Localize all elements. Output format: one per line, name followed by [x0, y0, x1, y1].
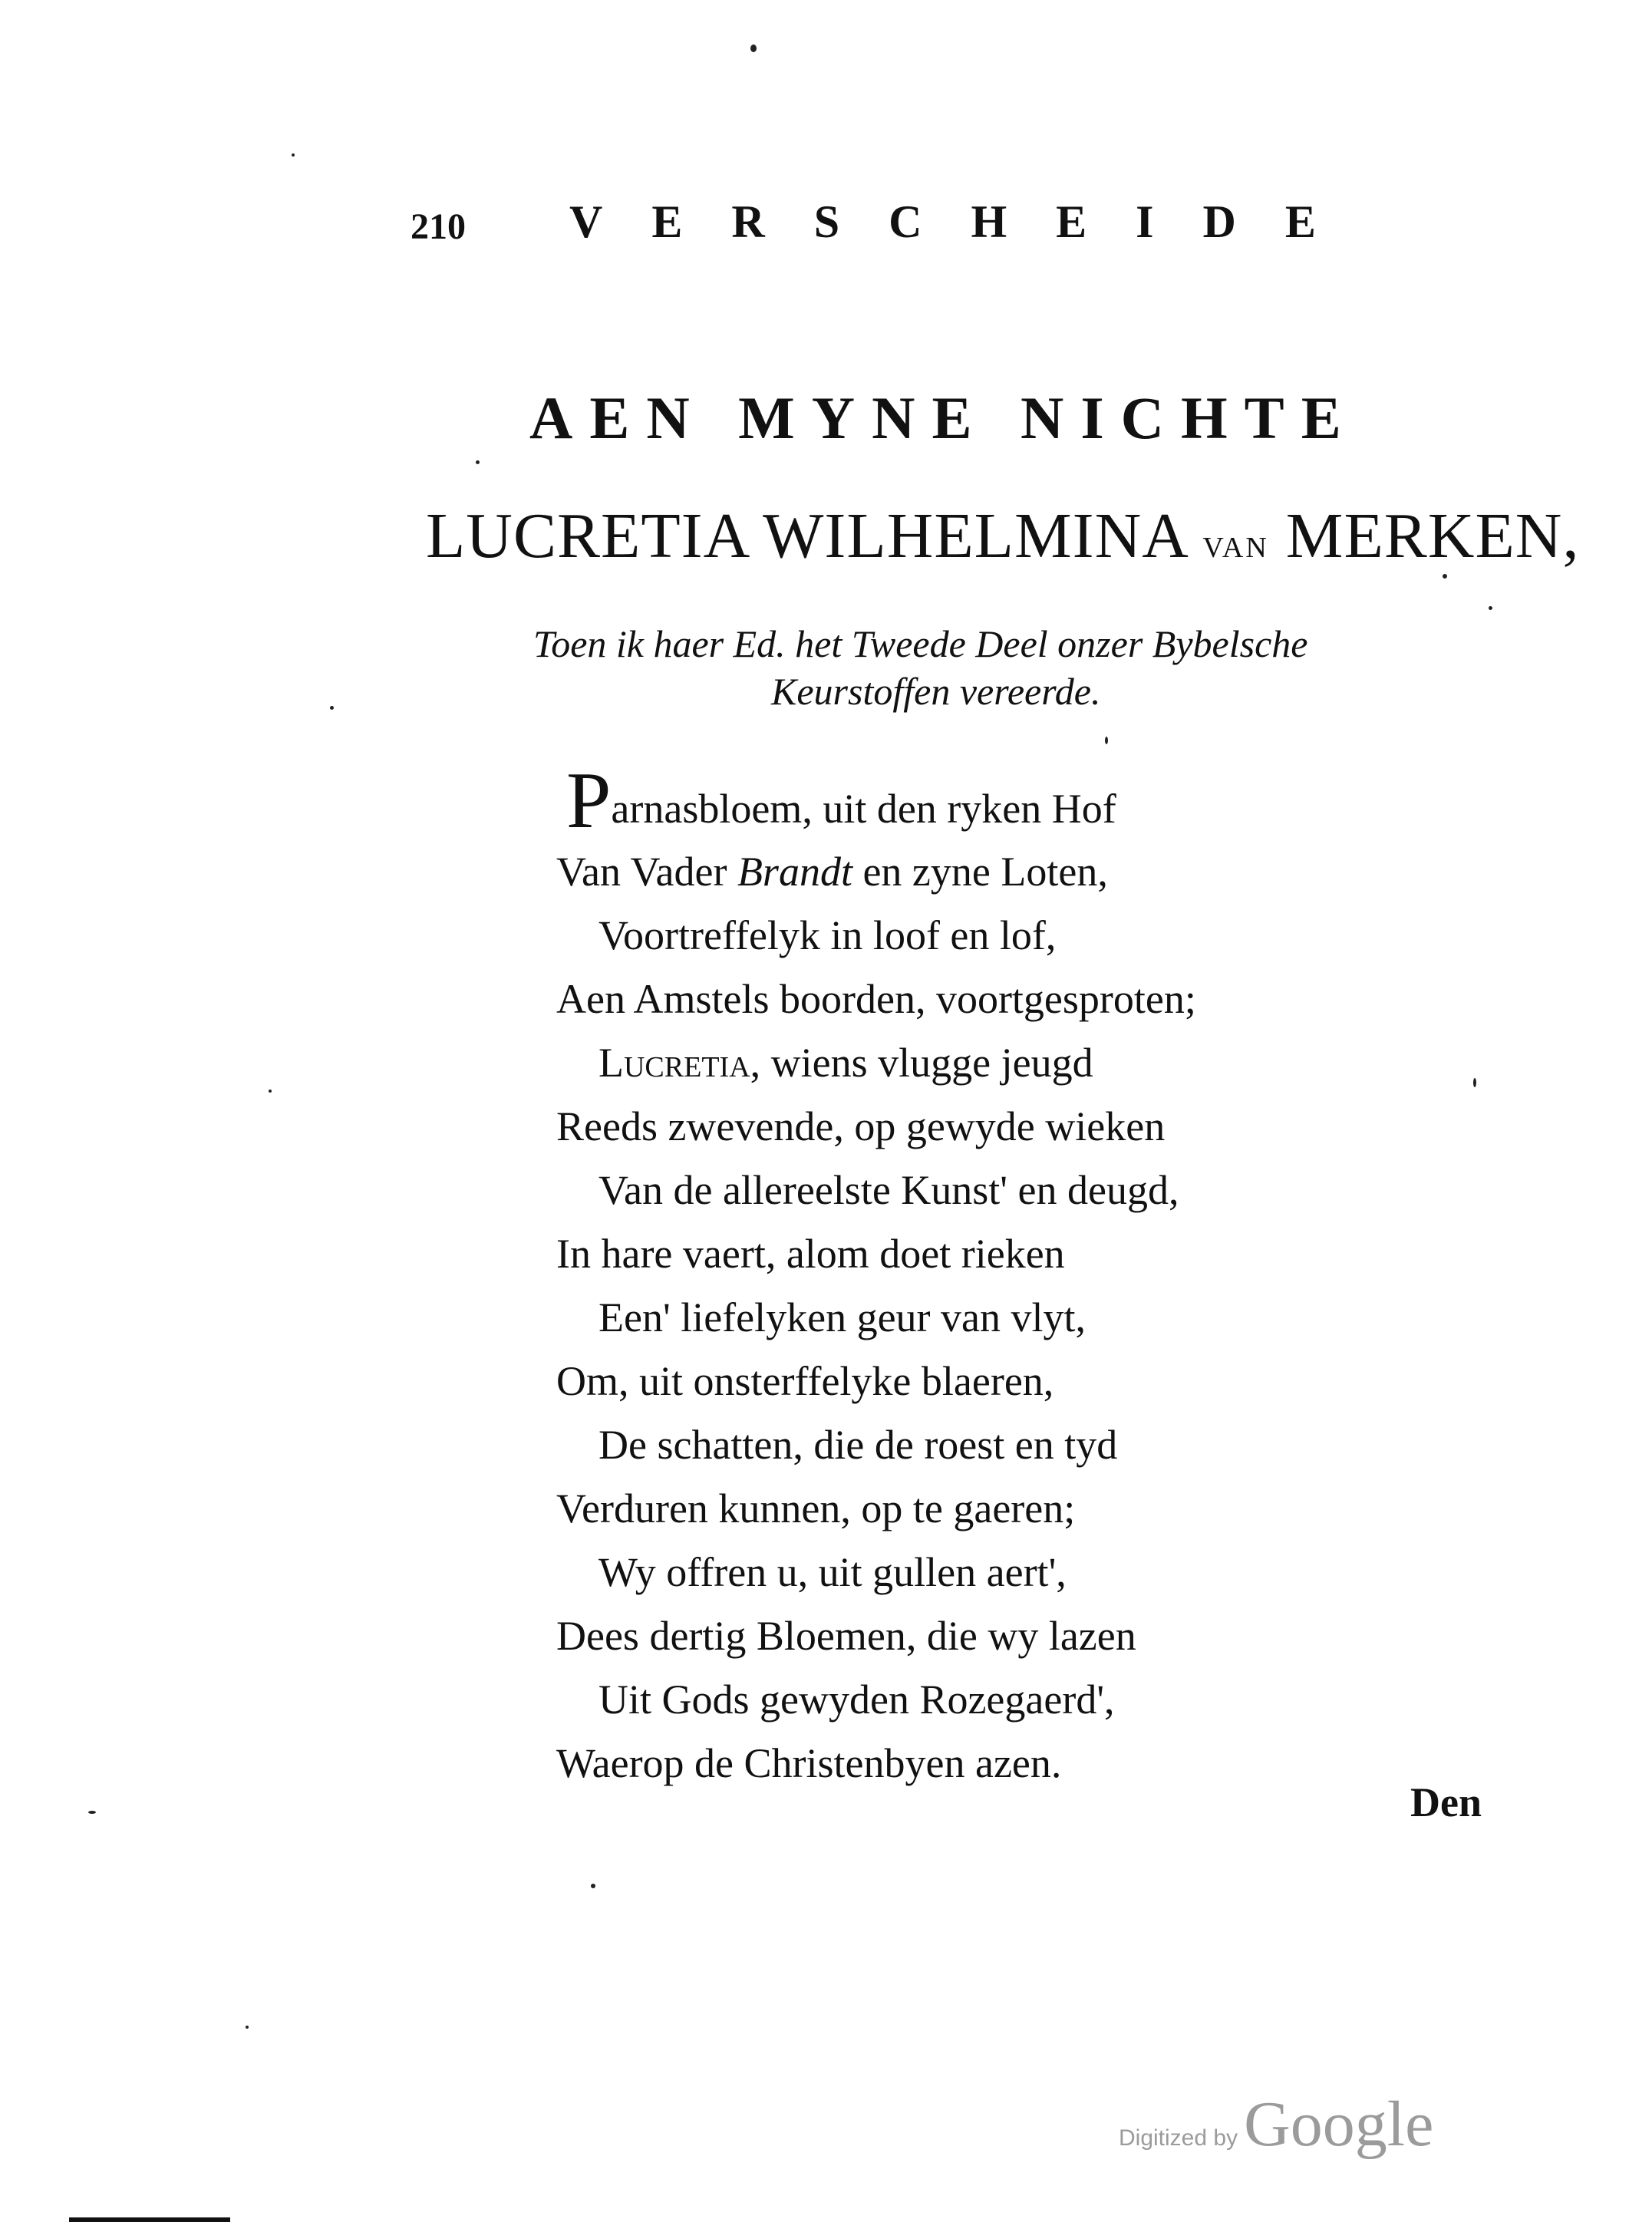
dedicatee-name: LUCRETIA WILHELMINA — [426, 500, 1186, 572]
scan-speck — [1473, 1078, 1476, 1087]
poem-name-lucretia: Lucretia — [598, 1040, 750, 1086]
poem-line: Reeds zwevende, op gewyde wieken — [556, 1103, 1166, 1149]
poem-line: Dees dertig Bloemen, die wy lazen — [556, 1613, 1136, 1659]
running-header-letter: S — [813, 196, 840, 247]
watermark-brand: Google — [1244, 2089, 1434, 2160]
poem-title-line-2 — [426, 499, 1579, 573]
poem-line-text: en zyne Loten, — [852, 849, 1108, 895]
scan-speck — [1443, 574, 1447, 579]
scan-speck — [269, 1090, 272, 1093]
scan-edge-rule — [69, 2217, 230, 2222]
poem-line-text: , wiens vlugge jeugd — [750, 1040, 1093, 1086]
digitization-watermark — [1119, 2087, 1433, 2161]
poem-line: Voortreffelyk in loof en lof, — [598, 912, 1057, 958]
poem-line: Om, uit onsterffelyke blaeren, — [556, 1358, 1054, 1404]
poem-line: Uit Gods gewyden Rozegaerd', — [598, 1676, 1115, 1723]
running-header-letter: C — [889, 196, 922, 247]
poem-line: De schatten, die de roest en tyd — [598, 1422, 1118, 1468]
page-number: 210 — [411, 206, 466, 247]
poem-line: Wy offren u, uit gullen aert', — [598, 1549, 1067, 1595]
poem-line-text: Van Vader — [556, 849, 737, 895]
poem-line — [556, 848, 1108, 895]
scan-speck — [246, 2026, 249, 2029]
scan-speck — [330, 706, 334, 710]
watermark-prefix: Digitized by — [1119, 2125, 1238, 2151]
poem-line: Waerop de Christenbyen azen. — [556, 1740, 1062, 1786]
subtitle-line-2: Keurstoffen vereerde. — [771, 670, 1101, 713]
scan-speck — [476, 460, 480, 464]
scan-speck — [750, 45, 757, 52]
poem-line — [598, 1039, 1093, 1086]
running-header-letter: D — [1202, 196, 1236, 247]
poem-line: In hare vaert, alom doet rieken — [556, 1231, 1065, 1277]
poem-name-brandt: Brandt — [737, 849, 852, 895]
running-header-letter: E — [1284, 196, 1316, 247]
running-header-letter: E — [651, 196, 683, 247]
scan-speck — [1105, 737, 1108, 744]
poem-line — [566, 755, 1116, 845]
catchword: Den — [1410, 1779, 1482, 1825]
poem-line: Van de allereelste Kunst' en deugd, — [598, 1167, 1179, 1213]
drop-cap: P — [566, 755, 612, 845]
poem-title-line-1: AEN MYNE NICHTE — [529, 384, 1358, 451]
poem-line: Een' liefelyken geur van vlyt, — [598, 1294, 1086, 1340]
subtitle-line-1: Toen ik haer Ed. het Tweede Deel onzer Bybelsche — [533, 622, 1308, 665]
scan-speck — [292, 153, 295, 157]
dedicatee-van: VAN — [1202, 532, 1269, 564]
running-header-letter: H — [971, 196, 1007, 247]
scan-speck — [591, 1884, 595, 1888]
running-header-letter: I — [1136, 196, 1154, 247]
poem-line: Aen Amstels boorden, voortgesproten; — [556, 976, 1196, 1022]
running-header-letter: E — [1056, 196, 1087, 247]
running-header-letter: R — [731, 196, 765, 247]
poem-line-text: arnasbloem, uit den ryken Hof — [611, 786, 1116, 832]
scan-speck — [1489, 606, 1492, 610]
dedicatee-surname: MERKEN, — [1285, 500, 1580, 572]
running-header-letter: V — [569, 196, 603, 247]
poem-line: Verduren kunnen, op te gaeren; — [556, 1485, 1076, 1531]
running-header — [569, 196, 1316, 249]
scan-speck — [88, 1811, 96, 1814]
